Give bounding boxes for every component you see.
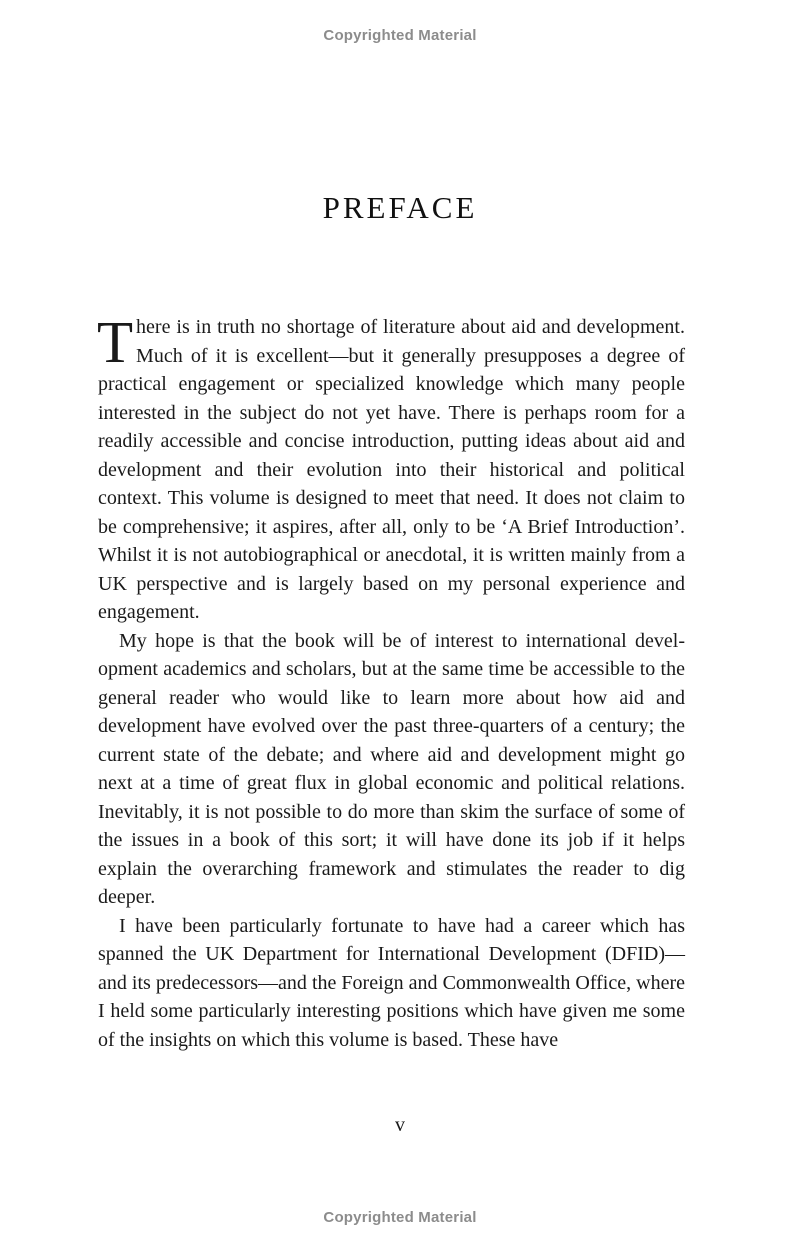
paragraph-1 (97, 309, 685, 627)
copyright-watermark-bottom: Copyrighted Material (323, 1209, 477, 1226)
paragraph-1-text: here is in truth no shortage of literature about aid and development. Much of it is excellent—but it generally presupposes a degree of practical engagement or specialized knowledge which many people interested in the subject do not yet have. There is perhaps room for a readily accessible and concise introduction, putting ideas about aid and development and their evolution into their historical and political context. This volume is designed to meet that need. It does not claim to be comprehensive; it aspires, after all, only to be ‘A Brief Introduction’. Whilst it is not autobiographical or anecdotal, it is written mainly from a UK perspective and is largely based on my personal experience and engagement. (98, 316, 685, 623)
copyright-watermark-top: Copyrighted Material (323, 27, 477, 44)
paragraph-2: My hope is that the book will be of interest to international development academics and scholars, but at the same time be accessible to the general reader who would like to learn more about how aid and development have evolved over the past three-quarters of a century; the current state of the debate; and where aid and development might go next at a time of great flux in global economic and political relations. Inevitably, it is not possible to do more than skim the surface of some of the issues in a book of this sort; it will have done its job if it helps explain the overarching framework and stimulates the reader to dig deeper. (98, 629, 685, 908)
paragraph-3: I have been particularly fortunate to have had a career which has spanned the UK Department for International Development (DFID)— and its predecessors—and the Foreign and Commonwealth Office, where I held some particularly interesting positions which have given me some of the insights on which this volume is based. These have (98, 914, 685, 1051)
page-title: PREFACE (322, 190, 478, 225)
page-number: v (395, 1114, 405, 1136)
body-text (97, 309, 685, 1054)
drop-cap: T (97, 309, 134, 375)
